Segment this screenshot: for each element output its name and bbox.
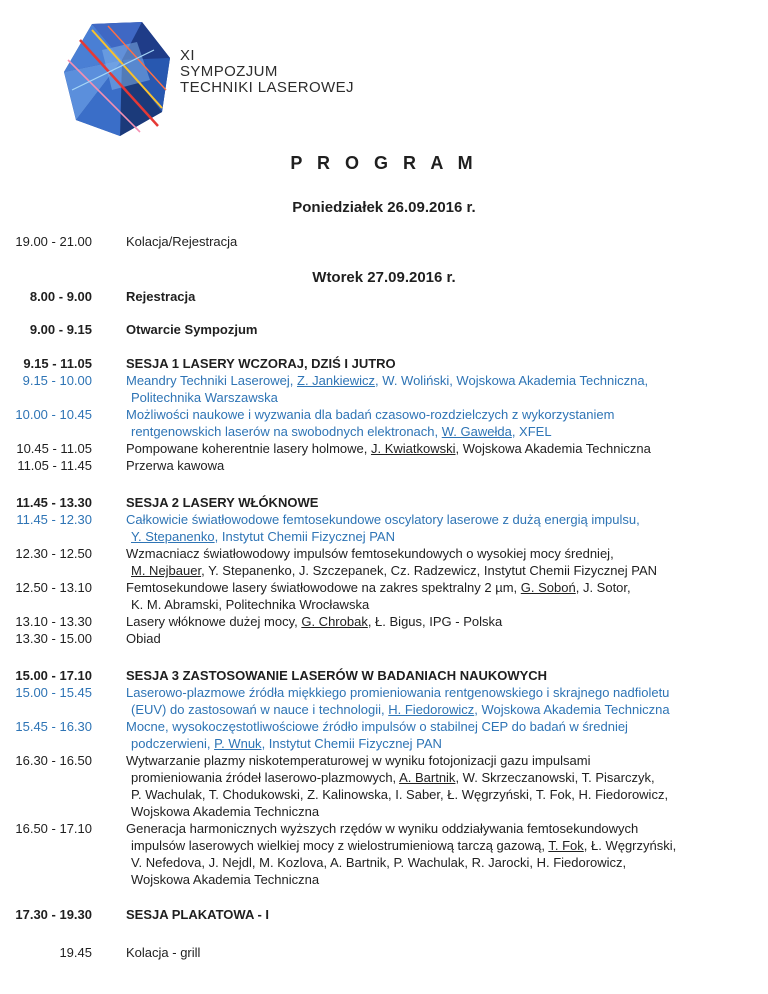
- talk-affiliation: , Instytut Chemii Fizycznej PAN: [261, 736, 442, 751]
- speaker-name: P. Wnuk: [214, 736, 262, 751]
- row-text: Przerwa kawowa: [126, 458, 225, 473]
- row-time: 8.00 - 9.00: [29, 289, 92, 304]
- speaker-name: G. Soboń: [520, 580, 576, 595]
- talk-text: [126, 440, 651, 457]
- talk-text: [126, 684, 670, 718]
- talk-title: Femtosekundowe lasery światłowodowe na zakres spektralny 2 µm,: [126, 580, 521, 595]
- talk-authors: , W. Woliński, Wojskowa Akademia Techniczna,: [375, 373, 649, 388]
- row-time: 15.00 - 15.45: [15, 685, 92, 700]
- talk-affiliation: , Wojskowa Akademia Techniczna: [455, 441, 651, 456]
- row-text: Otwarcie Sympozjum: [126, 322, 258, 337]
- page-title: P R O G R A M: [290, 153, 478, 173]
- talk-title-cont: (EUV) do zastosowań w nauce i technologii,: [131, 702, 389, 717]
- row-time: 9.15 - 10.00: [22, 373, 92, 388]
- speaker-name: Y. Stepanenko: [131, 529, 215, 544]
- row-time: 10.00 - 10.45: [15, 407, 92, 422]
- row-time: 10.45 - 11.05: [16, 441, 92, 456]
- speaker-name: W. Gawełda: [441, 424, 512, 439]
- speaker-name: T. Fok: [548, 838, 584, 853]
- speaker-name: H. Fiedorowicz: [388, 702, 475, 717]
- talk-affiliation: Wojskowa Akademia Techniczna: [131, 804, 320, 819]
- talk-title: Meandry Techniki Laserowej,: [126, 373, 298, 388]
- day-heading-tuesday: Wtorek 27.09.2016 r.: [312, 269, 456, 286]
- day-heading-monday: Poniedziałek 26.09.2016 r.: [292, 199, 476, 216]
- speaker-name: J. Kwiatkowski: [370, 441, 456, 456]
- row-time: 19.45: [59, 945, 92, 960]
- talk-title-cont: promieniowania źródeł laserowo-plazmowych,: [131, 770, 400, 785]
- talk-title-cont: rentgenowskich laserów na swobodnych elektronach,: [131, 424, 442, 439]
- talk-authors-cont: V. Nefedova, J. Nejdl, M. Kozlova, A. Bartnik, P. Wachulak, R. Jarocki, H. Fiedorowicz,: [131, 855, 627, 870]
- talk-text: [126, 511, 640, 545]
- talk-title: Mocne, wysokoczęstotliwościowe źródło impulsów o stabilnej CEP do badań w średniej: [126, 719, 628, 734]
- row-time: 13.30 - 15.00: [15, 631, 92, 646]
- talk-text: [126, 579, 631, 613]
- talk-text: [126, 545, 657, 579]
- talk-affiliation: K. M. Abramski, Politechnika Wrocławska: [131, 597, 370, 612]
- row-time: 16.30 - 16.50: [15, 753, 92, 768]
- talk-text: [126, 372, 648, 406]
- symposium-logo-icon: [62, 20, 172, 138]
- logo-line-sympozjum: SYMPOZJUM: [180, 63, 278, 80]
- speaker-name: Z. Jankiewicz: [297, 373, 376, 388]
- row-time: 9.00 - 9.15: [29, 322, 92, 337]
- session-title: SESJA 2 LASERY WŁÓKNOWE: [126, 495, 319, 510]
- row-time: 13.10 - 13.30: [15, 614, 92, 629]
- row-time: 19.00 - 21.00: [15, 234, 92, 249]
- talk-authors: , Ł. Węgrzyński,: [583, 838, 677, 853]
- talk-authors-cont: P. Wachulak, T. Chodukowski, Z. Kalinowska, I. Saber, Ł. Węgrzyński, T. Fok, H. Fiedorowicz,: [131, 787, 669, 802]
- row-time: 12.30 - 12.50: [15, 546, 92, 561]
- row-time: 16.50 - 17.10: [15, 821, 92, 836]
- talk-title: Laserowo-plazmowe źródła miękkiego promieniowania rentgenowskiego i skrajnego nadfioletu: [126, 685, 670, 700]
- logo-line-edition: XI: [180, 47, 195, 64]
- talk-affiliation: , XFEL: [511, 424, 552, 439]
- speaker-name: A. Bartnik: [399, 770, 456, 785]
- talk-text: [126, 613, 502, 630]
- row-text: Rejestracja: [126, 289, 196, 304]
- row-time: 9.15 - 11.05: [23, 356, 92, 371]
- row-time: 11.45 - 13.30: [16, 495, 92, 510]
- session-title: SESJA PLAKATOWA - I: [126, 907, 270, 922]
- talk-title: Możliwości naukowe i wyzwania dla badań czasowo-rozdzielczych z wykorzystaniem: [126, 407, 615, 422]
- logo-text: [180, 48, 354, 96]
- session-title: SESJA 1 LASERY WCZORAJ, DZIŚ I JUTRO: [126, 356, 396, 371]
- row-text: Kolacja - grill: [126, 945, 201, 960]
- logo-line-techniki: TECHNIKI LASEROWEJ: [180, 79, 354, 96]
- talk-title: Lasery włóknowe dużej mocy,: [126, 614, 302, 629]
- talk-text: [126, 820, 676, 888]
- talk-title: Wytwarzanie plazmy niskotemperaturowej w wyniku fotojonizacji gazu impulsami: [126, 753, 591, 768]
- talk-affiliation: Wojskowa Akademia Techniczna: [131, 872, 320, 887]
- talk-title-cont: impulsów laserowych wielkiej mocy z wielostrumieniową tarczą gazową,: [131, 838, 549, 853]
- talk-affiliation: Politechnika Warszawska: [131, 390, 278, 405]
- row-time: 15.00 - 17.10: [15, 668, 92, 683]
- talk-affiliation: , Ł. Bigus, IPG - Polska: [367, 614, 503, 629]
- row-text: Kolacja/Rejestracja: [126, 234, 238, 249]
- talk-authors: , W. Skrzeczanowski, T. Pisarczyk,: [455, 770, 655, 785]
- row-text: Obiad: [126, 631, 161, 646]
- row-time: 15.45 - 16.30: [15, 719, 92, 734]
- talk-text: [126, 406, 614, 440]
- talk-affiliation: , Instytut Chemii Fizycznej PAN: [214, 529, 395, 544]
- speaker-name: M. Nejbauer: [131, 563, 202, 578]
- speaker-name: G. Chrobak: [301, 614, 368, 629]
- talk-title: Pompowane koherentnie lasery holmowe,: [126, 441, 371, 456]
- row-time: 12.50 - 13.10: [15, 580, 92, 595]
- talk-text: [126, 752, 668, 820]
- talk-text: [126, 718, 628, 752]
- talk-title: Generacja harmonicznych wyższych rzędów w wyniku oddziaływania femtosekundowych: [126, 821, 639, 836]
- talk-title: Całkowicie światłowodowe femtosekundowe oscylatory laserowe z dużą energią impulsu,: [126, 512, 640, 527]
- row-time: 11.05 - 11.45: [17, 458, 92, 473]
- talk-title-cont: podczerwieni,: [131, 736, 215, 751]
- talk-affiliation: , Wojskowa Akademia Techniczna: [474, 702, 670, 717]
- session-title: SESJA 3 ZASTOSOWANIE LASERÓW W BADANIACH NAUKOWYCH: [126, 668, 548, 683]
- row-time: 11.45 - 12.30: [16, 512, 92, 527]
- row-time: 17.30 - 19.30: [15, 907, 92, 922]
- talk-title: Wzmacniacz światłowodowy impulsów femtosekundowych o wysokiej mocy średniej,: [126, 546, 614, 561]
- talk-authors: , J. Sotor,: [575, 580, 631, 595]
- talk-authors: , Y. Stepanenko, J. Szczepanek, Cz. Radzewicz, Instytut Chemii Fizycznej PAN: [201, 563, 658, 578]
